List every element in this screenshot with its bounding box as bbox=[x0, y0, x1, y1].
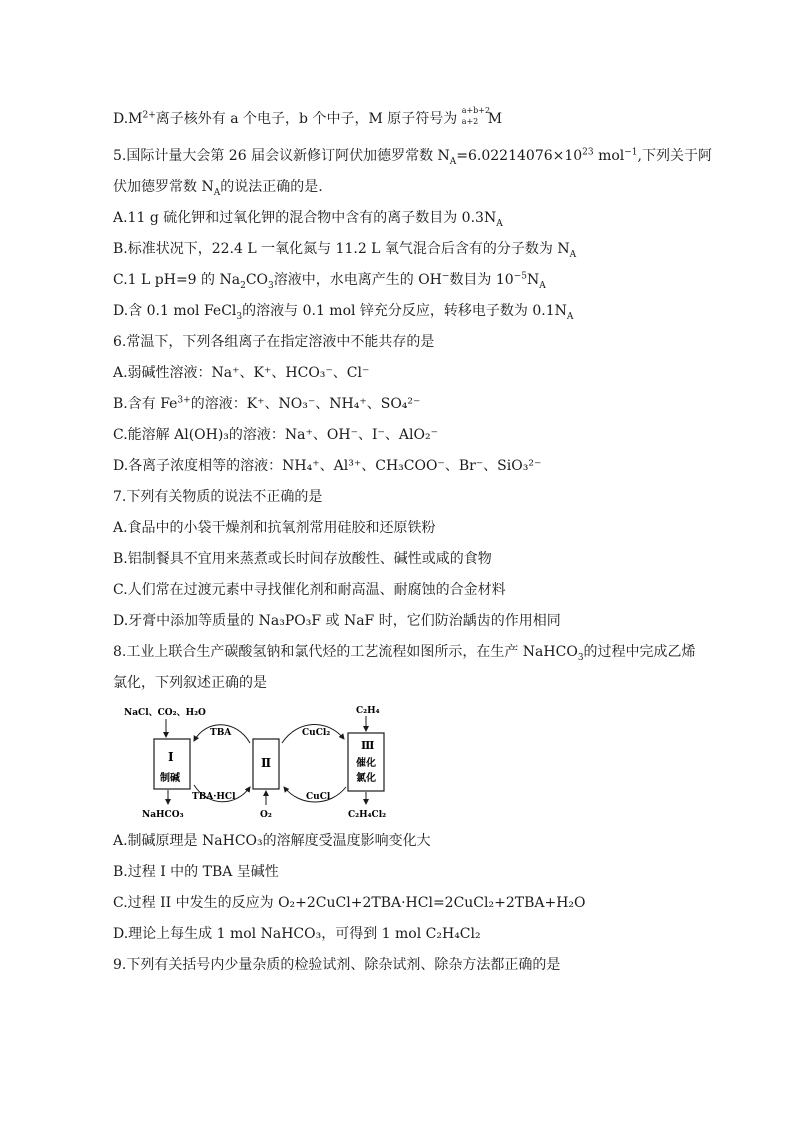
q7-option-d: D.牙膏中添加等质量的 Na₃PO₃F 或 NaF 时，它们防治龋齿的作用相同 bbox=[113, 613, 561, 629]
q5a-text: A.11 g 硫化钾和过氧化钾的混合物中含有的离子数目为 0.3N bbox=[113, 210, 497, 226]
box3-text-2: 氯化 bbox=[356, 773, 376, 784]
box1-text: 制碱 bbox=[160, 773, 180, 784]
q5-text: ,下列关于阿 bbox=[637, 148, 712, 164]
q6-option-d: D.各离子浓度相等的溶液：NH₄⁺、Al³⁺、CH₃COO⁻、Br⁻、SiO₃²⁻ bbox=[113, 458, 542, 474]
q5d-text: D.含 0.1 mol FeCl bbox=[113, 303, 237, 319]
q7-stem: 7.下列有关物质的说法不正确的是 bbox=[113, 489, 323, 505]
box3-text-1: 催化 bbox=[356, 758, 376, 769]
q5d-sub: 3 bbox=[236, 311, 243, 322]
q7-option-a: A.食品中的小袋干燥剂和抗氧剂常用硅胶和还原铁粉 bbox=[113, 520, 436, 536]
q5-option-d bbox=[113, 301, 573, 321]
q6b-text: B.含有 Fe bbox=[113, 396, 178, 412]
q6b-sup: 3+ bbox=[177, 395, 191, 406]
q5b-sub: A bbox=[569, 249, 577, 260]
q8-text: 的过程中完成乙烯 bbox=[583, 644, 696, 660]
c2h4cl2-label: C₂H₄Cl₂ bbox=[348, 810, 387, 820]
q5-text: =6.02214076×10 bbox=[456, 148, 583, 164]
q4-option-d bbox=[113, 107, 502, 129]
o2-label: O₂ bbox=[260, 810, 272, 820]
q4d-pre: D.M bbox=[113, 111, 143, 127]
q8-option-b: B.过程 I 中的 TBA 呈碱性 bbox=[113, 864, 279, 880]
q6-stem: 6.常温下，下列各组离子在指定溶液中不能共存的是 bbox=[113, 334, 435, 350]
c2h4-label: C₂H₄ bbox=[356, 706, 380, 716]
q6b-text: 的溶液：K⁺、NO₃⁻、NH₄⁺、SO₄²⁻ bbox=[190, 396, 421, 412]
q5d-sub: A bbox=[566, 311, 574, 322]
q8-option-c: C.过程 II 中发生的反应为 O₂+2CuCl+2TBA·HCl=2CuCl₂+2TBA+H₂O bbox=[113, 895, 586, 911]
q5-text: 伏加德罗常数 N bbox=[113, 179, 214, 195]
q8-stem-line1 bbox=[113, 642, 696, 662]
q5-sup: −1 bbox=[624, 147, 638, 158]
q4d-charge: 2+ bbox=[142, 110, 156, 121]
q8-text: 8.工业上联合生产碳酸氢钠和氯代烃的工艺流程如图所示，在生产 NaHCO bbox=[113, 644, 578, 660]
q5-sub: A bbox=[213, 187, 221, 198]
q7-option-c: C.人们常在过渡元素中寻找催化剂和耐高温、耐腐蚀的合金材料 bbox=[113, 582, 506, 598]
q5-sub: A bbox=[449, 156, 457, 167]
q5a-sub: A bbox=[496, 218, 503, 229]
q5c-sub: 3 bbox=[268, 280, 274, 291]
q8-option-d: D.理论上每生成 1 mol NaHCO₃，可得到 1 mol C₂H₄Cl₂ bbox=[113, 926, 481, 942]
q5-option-b bbox=[113, 239, 576, 259]
q5-text: mol bbox=[593, 148, 625, 164]
q5-text: 的说法正确的是. bbox=[220, 179, 323, 195]
q5c-text: 溶液中，水电离产生的 OH bbox=[273, 272, 442, 288]
isotope-notation bbox=[461, 106, 491, 127]
q5c-text: C.1 L pH=9 的 Na bbox=[113, 272, 241, 288]
q5d-text: 的溶液与 0.1 mol 锌充分反应，转移电子数为 0.1N bbox=[242, 303, 567, 319]
box3-numeral: Ⅲ bbox=[361, 739, 375, 752]
q5b-text: B.标准状况下，22.4 L 一氧化氮与 11.2 L 氧气混合后含有的分子数为 N bbox=[113, 241, 570, 257]
q6-option-c: C.能溶解 Al(OH)₃的溶液：Na⁺、OH⁻、I⁻、AlO₂⁻ bbox=[113, 427, 438, 443]
q9-stem: 9.下列有关括号内少量杂质的检验试剂、除杂试剂、除杂方法都正确的是 bbox=[113, 957, 561, 973]
q7-option-b: B.铝制餐具不宜用来蒸煮或长时间存放酸性、碱性或咸的食物 bbox=[113, 551, 492, 567]
q5c-text: 数目为 10 bbox=[449, 272, 514, 288]
q8-stem-line2: 氯化，下列叙述正确的是 bbox=[113, 675, 267, 691]
q5-stem-line2 bbox=[113, 177, 323, 197]
q4d-mid: 离子核外有 a 个电子，b 个中子，M 原子符号为 bbox=[155, 111, 462, 127]
q8-option-a: A.制碱原理是 NaHCO₃的溶解度受温度影响变化大 bbox=[113, 833, 431, 849]
nahco3-label: NaHCO₃ bbox=[142, 810, 184, 820]
tba-label: TBA bbox=[210, 728, 232, 738]
reactants-label: NaCl、CO₂、H₂O bbox=[124, 708, 206, 718]
isotope-number: a+2 bbox=[461, 117, 479, 126]
q8-sub: 3 bbox=[577, 652, 584, 663]
q5c-text: CO bbox=[245, 272, 269, 288]
q5c-sub: A bbox=[539, 280, 546, 291]
q6-option-a: A.弱碱性溶液：Na⁺、K⁺、HCO₃⁻、Cl⁻ bbox=[113, 365, 370, 381]
process-flow-diagram bbox=[116, 703, 416, 823]
box2-numeral: Ⅱ bbox=[261, 756, 272, 770]
box1-numeral: I bbox=[168, 750, 174, 764]
q5-sup: 23 bbox=[582, 147, 594, 158]
tba-hcl-label: TBA·HCl bbox=[192, 792, 236, 802]
q5c-sub: 2 bbox=[240, 280, 246, 291]
q5-option-a bbox=[113, 208, 503, 228]
q5-stem-line1 bbox=[113, 146, 712, 166]
q5c-sup: − bbox=[441, 271, 450, 282]
cucl2-label: CuCl₂ bbox=[302, 728, 331, 738]
cucl-label: CuCl bbox=[306, 792, 331, 802]
isotope-mass: a+b+2 bbox=[461, 106, 491, 115]
q5c-sup: −5 bbox=[513, 271, 527, 282]
q5-option-c bbox=[113, 270, 546, 290]
q5c-text: N bbox=[526, 272, 540, 288]
q6-option-b bbox=[113, 394, 420, 414]
q5-text: 5.国际计量大会第 26 届会议新修订阿伏加德罗常数 N bbox=[113, 148, 450, 164]
q4d-symbol: M bbox=[487, 111, 503, 127]
